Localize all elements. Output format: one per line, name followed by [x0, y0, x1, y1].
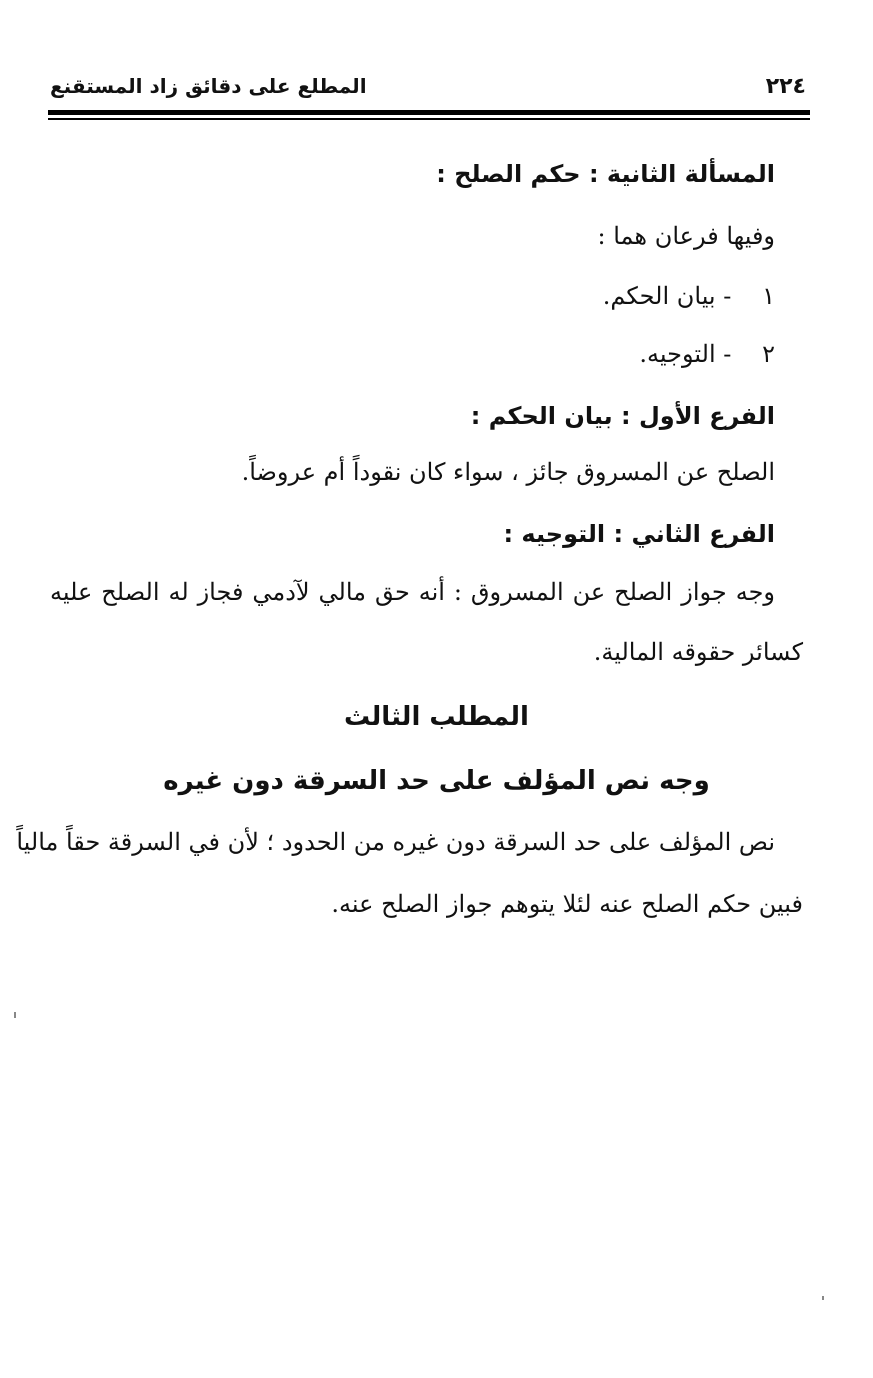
list-item-number: ١ [762, 282, 775, 310]
section-title: المطلب الثالث [344, 702, 529, 732]
running-title: المطلع على دقائق زاد المستقنع [50, 74, 367, 98]
scan-speck [822, 1296, 824, 1300]
section-text-line2: فبين حكم الصلح عنه لئلا يتوهم جواز الصلح عنه. [331, 890, 803, 918]
intro-text: وفيها فرعان هما : [597, 222, 775, 250]
list-item-text: - بيان الحكم. [602, 282, 732, 310]
list-item-text: - التوجيه. [639, 340, 732, 368]
page-header [50, 72, 810, 106]
branch2-text-line1: وجه جواز الصلح عن المسروق : أنه حق مالي لآدمي فجاز له الصلح عليه [50, 578, 775, 606]
branch2-heading: الفرع الثاني : التوجيه : [503, 520, 775, 548]
page-number: ٢٢٤ [765, 74, 806, 99]
list-item [603, 282, 775, 310]
branch2-text-line2: كسائر حقوقه المالية. [593, 638, 803, 666]
header-rule-thick [48, 110, 810, 115]
list-item-number: ٢ [762, 340, 775, 368]
section-subtitle: وجه نص المؤلف على حد السرقة دون غيره [163, 766, 710, 796]
branch1-heading: الفرع الأول : بيان الحكم : [470, 402, 775, 430]
header-rule-thin [48, 118, 810, 120]
list-item [639, 340, 775, 368]
section-text-line1: نص المؤلف على حد السرقة دون غيره من الحدود ؛ لأن في السرقة حقاً مالياً [16, 828, 775, 856]
issue-heading: المسألة الثانية : حكم الصلح : [436, 160, 775, 188]
scan-speck [14, 1012, 16, 1018]
branch1-text: الصلح عن المسروق جائز ، سواء كان نقوداً أم عروضاً. [241, 458, 775, 486]
